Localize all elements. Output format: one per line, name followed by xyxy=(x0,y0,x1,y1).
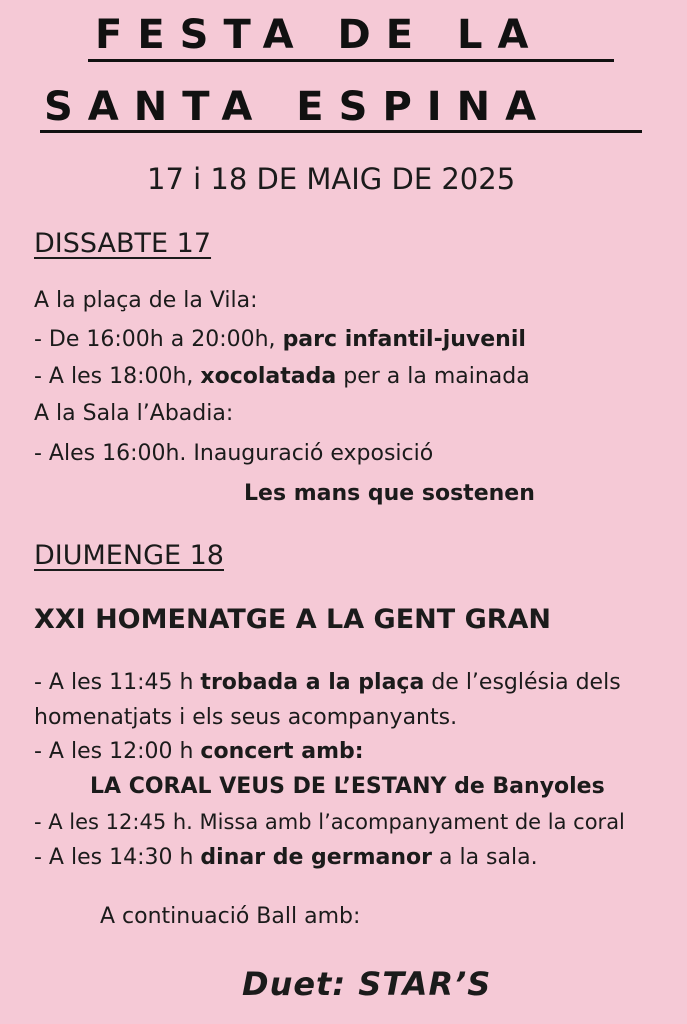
item-detail: a la sala. xyxy=(438,845,538,870)
item-activity: parc infantil-juvenil xyxy=(282,327,526,352)
sunday-item-4 xyxy=(34,845,538,870)
exhibition-title: Les mans que sostenen xyxy=(244,481,535,506)
item-activity: trobada a la plaça xyxy=(200,670,425,695)
item-time: - A les 18:00h, xyxy=(34,364,194,389)
saturday-item-1 xyxy=(34,327,526,352)
item-activity: xocolatada xyxy=(200,364,337,389)
item-time: - A les 12:00 h xyxy=(34,739,194,764)
sunday-item-3: - A les 12:45 h. Missa amb l’acompanyament de la coral xyxy=(34,810,625,834)
item-detail: de l’església dels xyxy=(431,670,621,695)
title-line-1: FESTA DE LA xyxy=(95,12,544,58)
item-time: - A les 11:45 h xyxy=(34,670,194,695)
title-line-2: SANTA ESPINA xyxy=(44,84,552,130)
item-time: - De 16:00h a 20:00h, xyxy=(34,327,276,352)
item-time: - A les 14:30 h xyxy=(34,845,194,870)
item-activity: dinar de germanor xyxy=(200,845,432,870)
sunday-item-1-continued: homenatjats i els seus acompanyants. xyxy=(34,705,458,730)
saturday-item-3: - Ales 16:00h. Inauguració exposició xyxy=(34,441,434,466)
title-underline-1 xyxy=(88,59,614,62)
saturday-place-2: A la Sala l’Abadia: xyxy=(34,401,234,426)
item-activity: concert amb: xyxy=(200,739,364,764)
saturday-place-1: A la plaça de la Vila: xyxy=(34,288,258,313)
duet-name: Duet: STAR’S xyxy=(242,965,492,1003)
continuation-text: A continuació Ball amb: xyxy=(100,904,361,929)
event-date: 17 i 18 DE MAIG DE 2025 xyxy=(147,162,516,196)
homage-title: XXI HOMENATGE A LA GENT GRAN xyxy=(34,604,552,635)
title-underline-2 xyxy=(40,130,642,133)
sunday-heading: DIUMENGE 18 xyxy=(34,540,224,571)
sunday-item-2 xyxy=(34,739,364,764)
sunday-item-1 xyxy=(34,670,621,695)
item-detail: per a la mainada xyxy=(343,364,530,389)
choir-name: LA CORAL VEUS DE L’ESTANY de Banyoles xyxy=(90,774,605,799)
saturday-heading: DISSABTE 17 xyxy=(34,228,212,259)
saturday-item-2 xyxy=(34,364,530,389)
